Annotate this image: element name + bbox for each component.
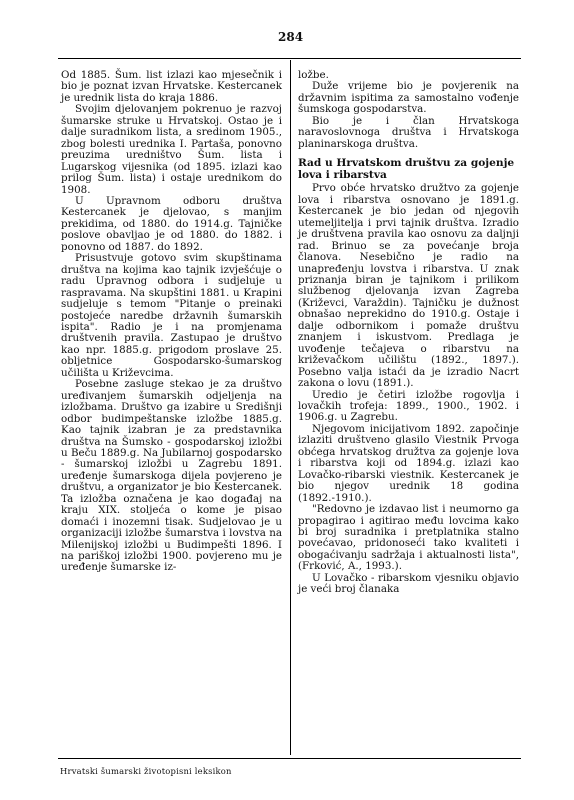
paragraph: Svojim djelovanjem pokrenuo je razvoj šumarske struke u Hrvatskoj. Ostao je i dalje suradnikom lista, a sredinom 1905., zbog bolesti urednika I. Partaša, ponovno preuzima uredništvo Šum. lista i Lugarskog vijesnika (od 1895. izlazi kao prilog Šum. lista) i ostaje urednikom do 1908. (61, 103, 282, 196)
paragraph: Uredio je četiri izložbe rogovlja i lovačkih trofeja: 1899., 1900., 1902. i 1906.g. u Zagrebu. (298, 388, 519, 424)
paragraph: U Lovačko - ribarskom vjesniku objavio je veći broj članaka (298, 571, 519, 596)
left-column (61, 70, 282, 574)
paragraph: Bio je i član Hrvatskoga naravoslovnoga društva i Hrvatskoga planinarskoga društva. (298, 114, 519, 150)
paragraph: Prvo obće hrvatsko družtvo za gojenje lova i ribarstva osnovano je 1891.g. Kestercanek je bio jedan od njegovih utemeljitelja i prvi tajnik društva. Izradio je društvena pravila kao osnovu za daljnji rad. Brinuo se za povećanje broja članova. Nesebično je radio na unapređenju lovstva i ribarstva. U znak priznanja biran je tajnikom i prilikom službenog djelovanja izvan Zagreba (Križevci, Varaždin). Tajničku je dužnost obnašao neprekidno do 1910.g. Ostaje i dalje odbornikom i pomaže društvu znanjem i iskustvom. Predlaga je uvođenje tečajeva o ribarstvu na križevačkom učilištu (1892., 1897.). Posebno valja istaći da je izradio Nacrt zakona o lovu (1891.). (298, 182, 519, 390)
footer-title: Hrvatski šumarski životopisni leksikon (60, 766, 232, 776)
column-divider (290, 60, 291, 755)
paragraph: "Redovno je izdavao list i neumorno ga propagirao i agitirao među lovcima kako bi broj suradnika i pretplatnika stalno povećavao, pridonoseći tako kvaliteti i obogaćivanju sadržaja i aktualnosti lista", (Frković, A., 1993.). (298, 503, 519, 573)
right-column (298, 70, 519, 596)
footer-rule (58, 758, 521, 759)
paragraph: Posebne zasluge stekao je za društvo uređivanjem šumarskih odjeljenja na izložbama. Društvo ga izabire u Središnji odbor budimpeštanske izložbe 1885.g. Kao tajnik izabran je za predstavnika društva na Šumsko - gospodarskoj izložbi u Beču 1889.g. Na Jubilarnoj gospodarsko - šumarskoj izložbi u Zagrebu 1891. uređenje šumarskoga dijela povjereno je društvu, a organizator je bio Kestercanek. Ta izložba označena je kao događaj na kraju XIX. stoljeća o kome je pisao domaći i inozemni tisak. Sudjelovao je u organizaciji izložbe šumarstva i lovstva na Milenijskoj izložbi u Budimpešti 1896. I na pariškoj izložbi 1900. povjereno mu je uređenje šumarske iz- (61, 378, 282, 574)
paragraph: Njegovom inicijativom 1892. započinje izlaziti društveno glasilo Viestnik Prvoga obćega hrvatskog družtva za gojenje lova i ribarstva koji od 1894.g. izlazi kao Lovačko-ribarski viestnik. Kestercanek je bio njegov urednik 18 godina (1892.-1910.). (298, 422, 519, 504)
paragraph: Duže vrijeme bio je povjerenik na državnim ispitima za samostalno vođenje šumskoga gospodarstva. (298, 80, 519, 116)
paragraph: Od 1885. Šum. list izlazi kao mjesečnik i bio je poznat izvan Hrvatske. Kestercanek je urednik lista do kraja 1886. (61, 69, 282, 104)
page-number: 284 (278, 30, 304, 44)
section-heading: Rad u Hrvatskom društvu za gojenje lova i ribarstva (298, 157, 515, 181)
header-rule (58, 58, 521, 59)
paragraph: ložbe. (298, 69, 329, 81)
paragraph: Prisustvuje gotovo svim skupštinama društva na kojima kao tajnik izvješćuje o radu Upravnog odbora i sudjeluje u raspravama. Na skupštini 1881. u Krapini sudjeluje s temom "Pitanje o preinaki postojeće naredbe državnih šumarskih ispita". Radio je i na promjenama društvenih pravila. Zastupao je društvo kao npr. 1885.g. prigodom proslave 25. obljetnice Gospodarsko-šumarskog učilišta u Križevcima. (61, 252, 282, 379)
paragraph: U Upravnom odboru društva Kestercanek je djelovao, s manjim prekidima, od 1880. do 1914.g. Tajničke poslove obavljao je od 1880. do 1882. i ponovno od 1887. do 1892. (61, 194, 282, 253)
